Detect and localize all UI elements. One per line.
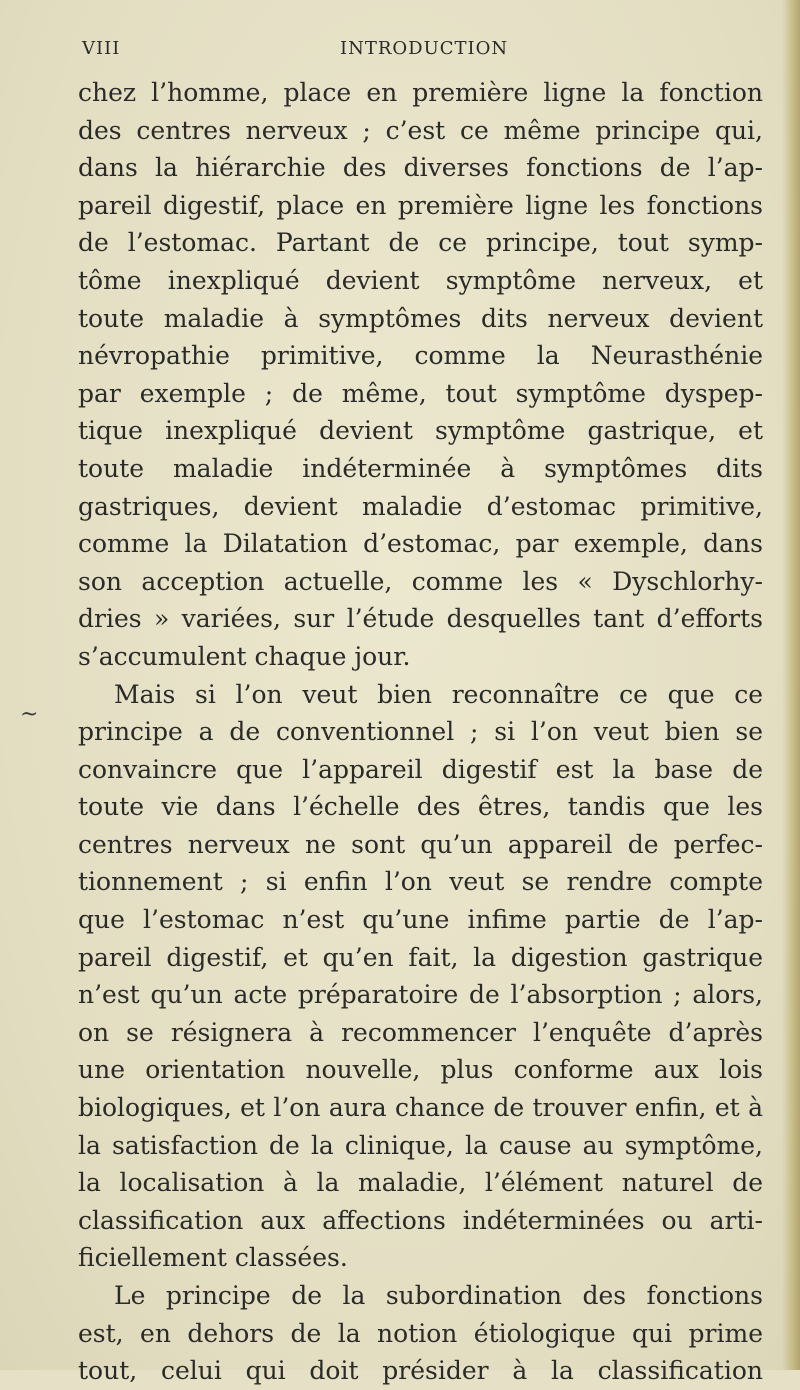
text-line: Mais si l’on veut bien reconnaître ce que ce: [114, 679, 763, 709]
text-line: on se résignera à recommencer l’enquête d’après: [78, 1017, 763, 1047]
text-line: centres nerveux ne sont qu’un appareil de perfec-: [78, 829, 763, 859]
text-line: tout, celui qui doit présider à la classification: [78, 1356, 763, 1386]
text-line: pareil digestif, et qu’en fait, la digestion gastrique: [78, 942, 763, 972]
text-line: biologiques, et l’on aura chance de trouver enfin, et à: [78, 1093, 763, 1123]
page-edge-shadow: [782, 0, 800, 1370]
text-line: de l’estomac. Partant de ce principe, tout symp-: [78, 228, 763, 258]
text-line: son acception actuelle, comme les « Dyschlorhy-: [78, 566, 763, 596]
text-line: la localisation à la maladie, l’élément naturel de: [78, 1168, 763, 1198]
text-line: Le principe de la subordination des fonctions: [114, 1281, 763, 1310]
text-line: par exemple ; de même, tout symptôme dyspep-: [78, 378, 763, 408]
text-line: pareil digestif, place en première ligne les fonctions: [78, 190, 763, 220]
text-line: dries » variées, sur l’étude desquelles tant d’efforts: [78, 604, 763, 634]
text-line: classification aux affections indéterminées ou arti-: [78, 1205, 763, 1235]
text-line: toute maladie indéterminée à symptômes dits: [78, 453, 763, 483]
margin-mark: ~: [20, 702, 39, 727]
text-line: toute maladie à symptômes dits nerveux devient: [78, 303, 763, 333]
text-line: ficiellement classées.: [78, 1243, 348, 1273]
text-line: n’est qu’un acte préparatoire de l’absorption ; alors,: [78, 980, 763, 1010]
text-line: que l’estomac n’est qu’une infime partie de l’ap-: [78, 905, 763, 935]
text-line: la satisfaction de la clinique, la cause au symptôme,: [78, 1130, 763, 1160]
running-title: INTRODUCTION: [340, 38, 509, 59]
text-line: est, en dehors de la notion étiologique qui prime: [78, 1318, 763, 1348]
text-line: des centres nerveux ; c’est ce même principe qui,: [78, 115, 763, 145]
text-line: une orientation nouvelle, plus conforme aux lois: [78, 1055, 763, 1085]
text-line: toute vie dans l’échelle des êtres, tandis que les: [78, 792, 763, 822]
text-line: tionnement ; si enfin l’on veut se rendre compte: [78, 867, 763, 897]
text-line: chez l’homme, place en première ligne la fonction: [78, 78, 763, 107]
running-head: [82, 38, 682, 62]
text-line: gastriques, devient maladie d’estomac primitive,: [78, 491, 763, 521]
text-line: dans la hiérarchie des diverses fonctions de l’ap-: [78, 153, 763, 183]
text-line: s’accumulent chaque jour.: [78, 641, 411, 671]
text-line: tique inexpliqué devient symptôme gastrique, et: [78, 416, 763, 446]
body-text: [78, 74, 763, 1390]
text-line: convaincre que l’appareil digestif est la base de: [78, 754, 763, 784]
text-line: principe a de conventionnel ; si l’on veut bien se: [78, 717, 763, 747]
text-line: névropathie primitive, comme la Neurasthénie: [78, 341, 763, 371]
page-number: VIII: [82, 38, 121, 59]
text-line: comme la Dilatation d’estomac, par exemple, dans: [78, 529, 763, 559]
text-line: tôme inexpliqué devient symptôme nerveux, et: [78, 265, 763, 295]
